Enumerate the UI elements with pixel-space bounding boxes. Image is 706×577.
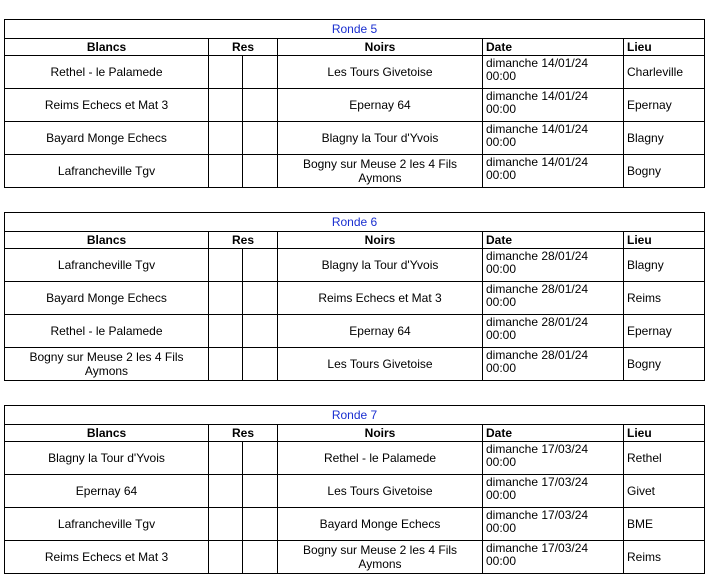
table-row [5,348,705,381]
time-text: 00:00 [486,69,517,83]
table-row [5,249,705,282]
venue: Bogny [624,155,705,188]
date-text: dimanche 17/03/24 [486,541,589,555]
col-header-black: Noirs [278,39,483,56]
black-team: Les Tours Givetoise [278,475,483,508]
result-white [209,122,243,155]
game-date [483,315,624,348]
white-team: Rethel - le Palamede [5,315,209,348]
black-team: Epernay 64 [278,315,483,348]
round-table [4,19,704,188]
venue: BME [624,508,705,541]
white-team: Lafrancheville Tgv [5,508,209,541]
date-text: dimanche 14/01/24 [486,122,589,136]
venue: Charleville [624,56,705,89]
game-date [483,122,624,155]
col-header-res: Res [209,425,278,442]
time-text: 00:00 [486,361,517,375]
table-row [5,122,705,155]
result-white [209,89,243,122]
venue: Epernay [624,89,705,122]
white-team: Bayard Monge Echecs [5,282,209,315]
game-date [483,249,624,282]
date-text: dimanche 28/01/24 [486,315,589,329]
time-text: 00:00 [486,455,517,469]
game-date [483,89,624,122]
game-date [483,56,624,89]
date-text: dimanche 17/03/24 [486,508,589,522]
round-title: Ronde 7 [5,406,705,425]
col-header-date: Date [483,425,624,442]
col-header-white: Blancs [5,425,209,442]
venue: Blagny [624,122,705,155]
white-team: Bayard Monge Echecs [5,122,209,155]
game-date [483,282,624,315]
table-row [5,508,705,541]
col-header-place: Lieu [624,425,705,442]
result-white [209,56,243,89]
table-row [5,89,705,122]
col-header-res: Res [209,232,278,249]
time-text: 00:00 [486,262,517,276]
time-text: 00:00 [486,328,517,342]
col-header-date: Date [483,39,624,56]
white-team: Epernay 64 [5,475,209,508]
black-team: Bogny sur Meuse 2 les 4 Fils Aymons [278,155,483,188]
col-header-place: Lieu [624,232,705,249]
date-text: dimanche 14/01/24 [486,89,589,103]
round-table [4,212,704,381]
black-team: Blagny la Tour d'Yvois [278,249,483,282]
result-black [243,56,278,89]
black-team: Les Tours Givetoise [278,56,483,89]
result-white [209,508,243,541]
pairings-table [4,19,705,188]
white-team: Reims Echecs et Mat 3 [5,541,209,574]
table-row [5,315,705,348]
result-white [209,475,243,508]
white-team: Lafrancheville Tgv [5,249,209,282]
black-team: Bayard Monge Echecs [278,508,483,541]
white-team: Rethel - le Palamede [5,56,209,89]
venue: Blagny [624,249,705,282]
game-date [483,541,624,574]
date-text: dimanche 14/01/24 [486,56,589,70]
time-text: 00:00 [486,135,517,149]
result-black [243,348,278,381]
venue: Givet [624,475,705,508]
result-white [209,315,243,348]
pairings-table [4,212,705,381]
col-header-res: Res [209,39,278,56]
black-team: Rethel - le Palamede [278,442,483,475]
result-black [243,89,278,122]
black-team: Reims Echecs et Mat 3 [278,282,483,315]
date-text: dimanche 14/01/24 [486,155,589,169]
table-row [5,541,705,574]
venue: Epernay [624,315,705,348]
result-black [243,475,278,508]
venue: Reims [624,282,705,315]
result-white [209,282,243,315]
game-date [483,508,624,541]
date-text: dimanche 28/01/24 [486,348,589,362]
col-header-black: Noirs [278,232,483,249]
round-title: Ronde 6 [5,213,705,232]
black-team: Epernay 64 [278,89,483,122]
col-header-black: Noirs [278,425,483,442]
col-header-date: Date [483,232,624,249]
table-row [5,56,705,89]
game-date [483,442,624,475]
result-white [209,348,243,381]
date-text: dimanche 17/03/24 [486,442,589,456]
white-team: Blagny la Tour d'Yvois [5,442,209,475]
time-text: 00:00 [486,488,517,502]
col-header-place: Lieu [624,39,705,56]
time-text: 00:00 [486,295,517,309]
result-black [243,541,278,574]
time-text: 00:00 [486,521,517,535]
black-team: Blagny la Tour d'Yvois [278,122,483,155]
table-row [5,155,705,188]
result-black [243,508,278,541]
date-text: dimanche 28/01/24 [486,249,589,263]
white-team: Bogny sur Meuse 2 les 4 Fils Aymons [5,348,209,381]
venue: Bogny [624,348,705,381]
result-black [243,249,278,282]
date-text: dimanche 17/03/24 [486,475,589,489]
round-table [4,405,704,574]
time-text: 00:00 [486,554,517,568]
result-black [243,122,278,155]
pairings-table [4,405,705,574]
white-team: Lafrancheville Tgv [5,155,209,188]
venue: Rethel [624,442,705,475]
venue: Reims [624,541,705,574]
table-row [5,475,705,508]
result-black [243,442,278,475]
table-row [5,282,705,315]
table-row [5,442,705,475]
round-title: Ronde 5 [5,20,705,39]
col-header-white: Blancs [5,232,209,249]
game-date [483,155,624,188]
game-date [483,348,624,381]
black-team: Bogny sur Meuse 2 les 4 Fils Aymons [278,541,483,574]
result-white [209,541,243,574]
game-date [483,475,624,508]
col-header-white: Blancs [5,39,209,56]
result-white [209,249,243,282]
result-white [209,155,243,188]
result-black [243,315,278,348]
time-text: 00:00 [486,102,517,116]
white-team: Reims Echecs et Mat 3 [5,89,209,122]
date-text: dimanche 28/01/24 [486,282,589,296]
result-black [243,282,278,315]
black-team: Les Tours Givetoise [278,348,483,381]
time-text: 00:00 [486,168,517,182]
result-white [209,442,243,475]
result-black [243,155,278,188]
